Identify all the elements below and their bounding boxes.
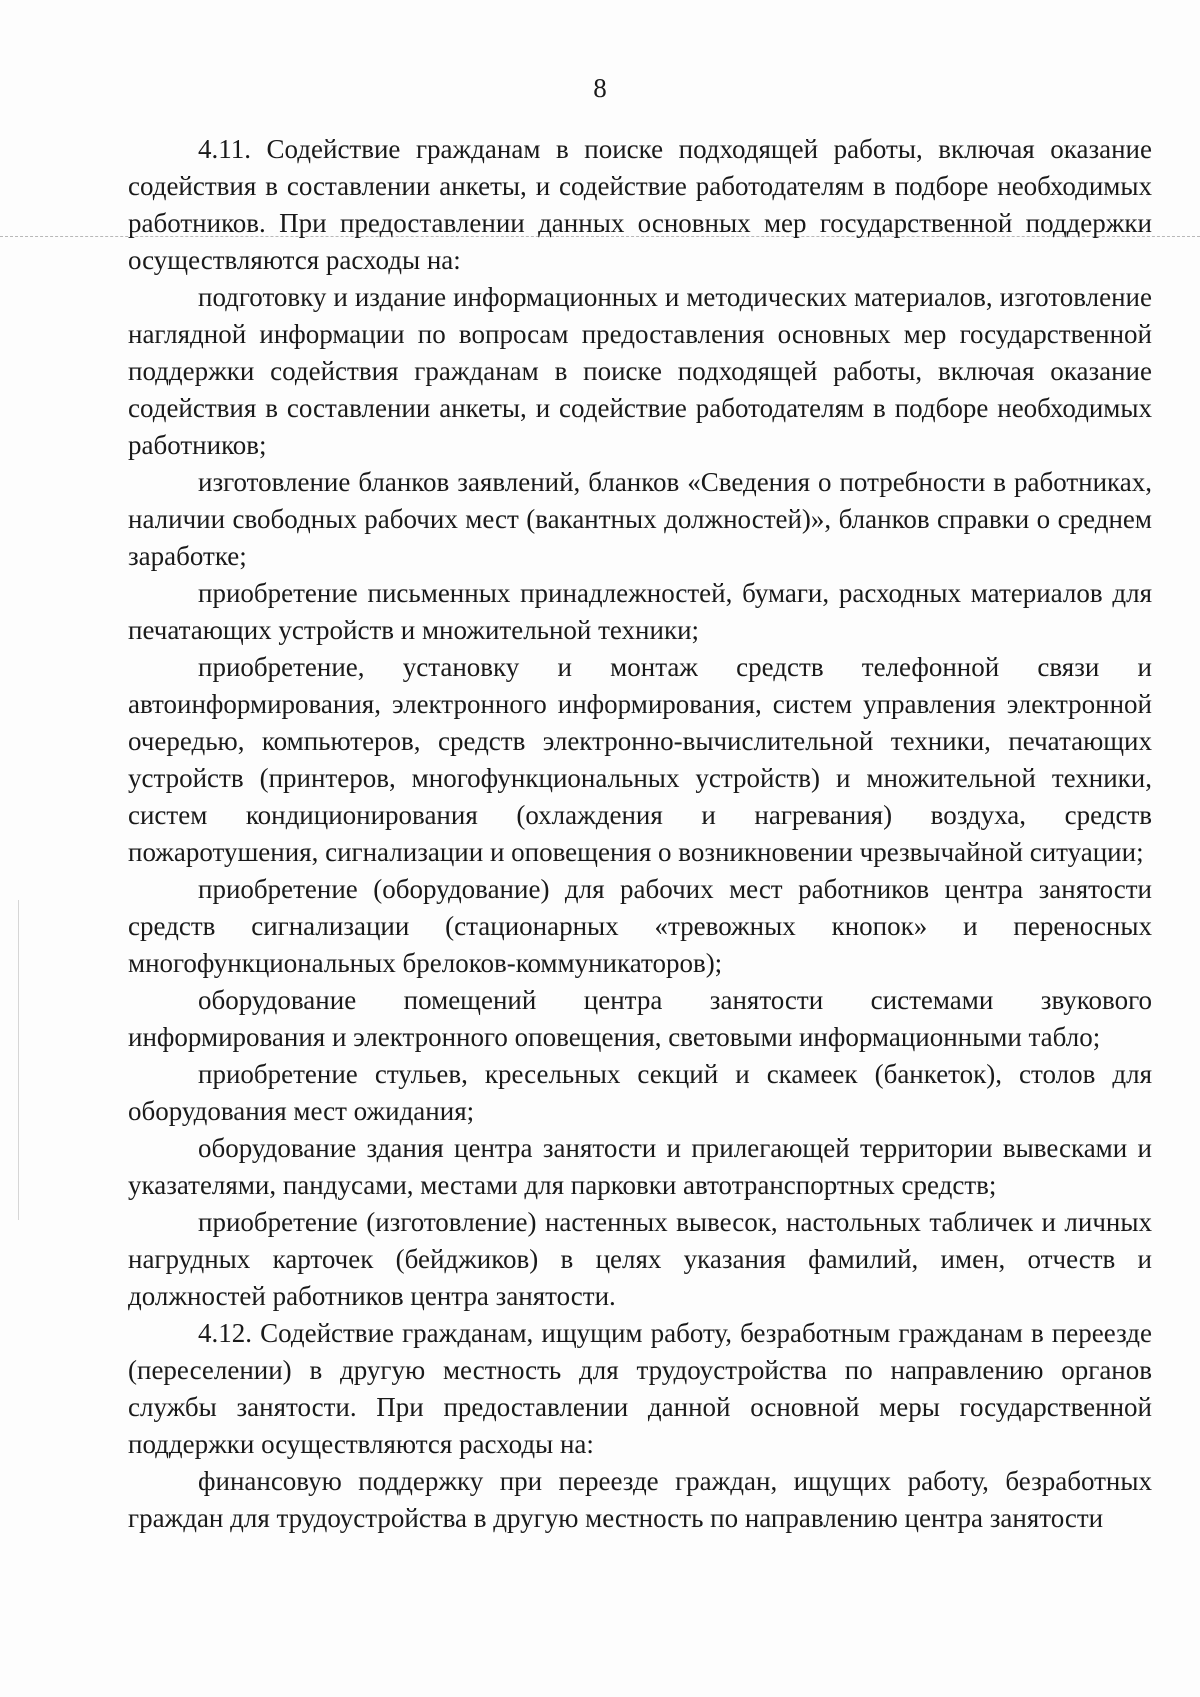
paragraph-4-12: 4.12. Содействие гражданам, ищущим работу, безработным гражданам в переезде (переселении) в другую местность для трудоустройства по направлению органов службы занятости. При предоставлении данной основной меры государственной поддержки осуществляются расходы на:	[128, 1318, 1152, 1459]
paragraph-signage: оборудование здания центра занятости и прилегающей территории вывесками и указателями, пандусами, местами для парковки автотранспортных средств;	[128, 1133, 1152, 1200]
paragraph-furniture: приобретение стульев, кресельных секций и скамеек (банкеток), столов для оборудования мест ожидания;	[128, 1059, 1152, 1126]
paragraph-4-11: 4.11. Содействие гражданам в поиске подходящей работы, включая оказание содействия в составлении анкеты, и содействие работодателям в подборе необходимых работников. При предоставлении данных основных мер государственной поддержки осуществляются расходы на:	[128, 134, 1152, 275]
document-body	[128, 131, 1152, 1537]
paragraph-stationery: приобретение письменных принадлежностей, бумаги, расходных материалов для печатающих устройств и множительной техники;	[128, 578, 1152, 645]
paragraph-badges: приобретение (изготовление) настенных вывесок, настольных табличек и личных нагрудных карточек (бейджиков) в целях указания фамилий, имен, отчеств и должностей работников центра занятости.	[128, 1207, 1152, 1311]
scan-artifact-margin-mark	[18, 900, 19, 1220]
paragraph-alarm: приобретение (оборудование) для рабочих мест работников центра занятости средств сигнализации (стационарных «тревожных кнопок» и переносных многофункциональных брелоков-коммуникаторов);	[128, 874, 1152, 978]
paragraph-equipment: приобретение, установку и монтаж средств телефонной связи и автоинформирования, электронного информирования, систем управления электронной очередью, компьютеров, средств электронно-вычислительной техники, печатающих устройств (принтеров, многофункциональных устройств) и множительной техники, систем кондиционирования (охлаждения и нагревания) воздуха, средств пожаротушения, сигнализации и оповещения о возникновении чрезвычайной ситуации;	[128, 652, 1152, 867]
paragraph-notification: оборудование помещений центра занятости системами звукового информирования и электронного оповещения, световыми информационными табло;	[128, 985, 1152, 1052]
paragraph-materials: подготовку и издание информационных и методических материалов, изготовление наглядной информации по вопросам предоставления основных мер государственной поддержки содействия гражданам в поиске подходящей работы, включая оказание содействия в составлении анкеты, и содействие работодателям в подборе необходимых работников;	[128, 282, 1152, 460]
page-number: 8	[593, 73, 607, 103]
paragraph-relocation: финансовую поддержку при переезде граждан, ищущих работу, безработных граждан для трудоустройства в другую местность по направлению центра занятости	[128, 1466, 1152, 1533]
paragraph-forms: изготовление бланков заявлений, бланков «Сведения о потребности в работниках, наличии свободных рабочих мест (вакантных должностей)», бланков справки о среднем заработке;	[128, 467, 1152, 571]
